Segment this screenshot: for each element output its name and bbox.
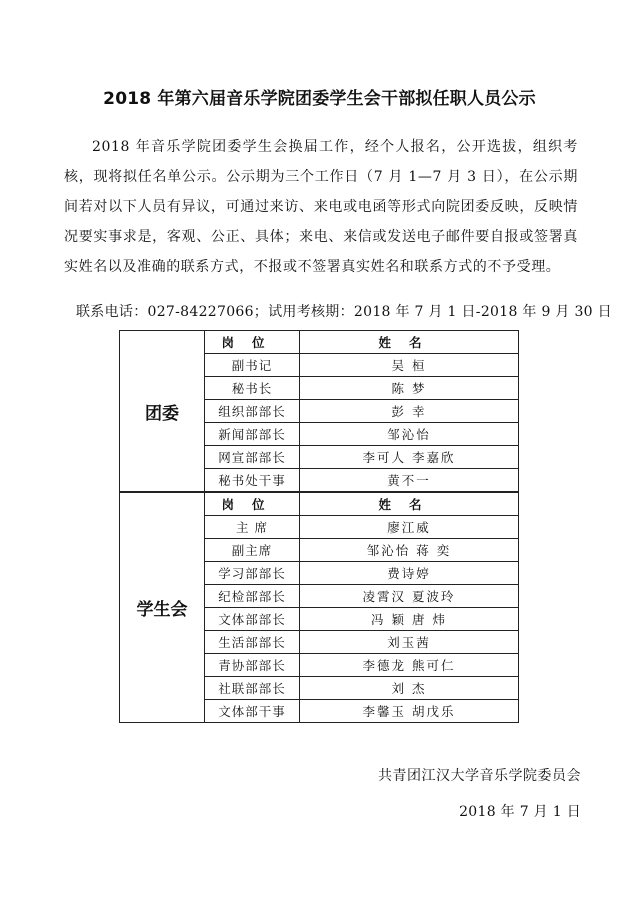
issuer-signature: 共青团江汉大学音乐学院委员会 <box>378 768 581 784</box>
column-header-name-label: 姓名 <box>378 335 440 350</box>
name-cell: 黄不一 <box>300 469 519 493</box>
post-cell: 新闻部部长 <box>205 423 300 446</box>
column-header-name <box>300 331 519 354</box>
appointment-table-body <box>120 331 519 723</box>
column-header-post-label: 岗位 <box>221 335 283 350</box>
post-cell: 秘书长 <box>205 377 300 400</box>
table-header-row <box>120 492 519 516</box>
document-title: 2018 年第六届音乐学院团委学生会干部拟任职人员公示 <box>103 89 536 109</box>
name-cell: 李可人 李嘉欣 <box>300 446 519 469</box>
post-cell: 秘书处干事 <box>205 469 300 493</box>
post-cell: 学习部部长 <box>205 562 300 585</box>
post-cell: 文体部部长 <box>205 608 300 631</box>
post-cell: 主 席 <box>205 516 300 539</box>
post-cell: 副书记 <box>205 354 300 377</box>
column-header-post <box>205 492 300 516</box>
table-header-row <box>120 331 519 354</box>
name-cell: 凌霄汉 夏波玲 <box>300 585 519 608</box>
name-cell: 吴 桓 <box>300 354 519 377</box>
column-header-name-label: 姓名 <box>378 497 440 512</box>
column-header-post-label: 岗位 <box>221 497 283 512</box>
post-cell: 网宣部部长 <box>205 446 300 469</box>
name-cell: 廖江威 <box>300 516 519 539</box>
name-cell: 彭 幸 <box>300 400 519 423</box>
post-cell: 生活部部长 <box>205 631 300 654</box>
post-cell: 文体部干事 <box>205 700 300 723</box>
announcement-body: 2018 年音乐学院团委学生会换届工作，经个人报名，公开选拔，组织考核，现将拟任名单公示。公示期为三个工作日（7 月 1—7 月 3 日），在公示期间若对以下人员有异议，可通过来访、来电或电函等形式向院团委反映，反映情况要实事求是，客观、公正、具体；来电、来信或发送电子邮件要自报或签署真实姓名以及准确的联系方式，不报或不签署真实姓名和联系方式的不予受理。 <box>64 139 578 275</box>
name-cell: 邹沁怡 蒋 奕 <box>300 539 519 562</box>
post-cell: 纪检部部长 <box>205 585 300 608</box>
name-cell: 邹沁怡 <box>300 423 519 446</box>
name-cell: 李馨玉 胡戊乐 <box>300 700 519 723</box>
group-label: 学生会 <box>120 492 205 723</box>
name-cell: 李德龙 熊可仁 <box>300 654 519 677</box>
name-cell: 冯 颖 唐 炜 <box>300 608 519 631</box>
appointment-table <box>119 330 519 723</box>
post-cell: 组织部部长 <box>205 400 300 423</box>
post-cell: 社联部部长 <box>205 677 300 700</box>
issue-date: 2018 年 7 月 1 日 <box>459 804 581 820</box>
column-header-name <box>300 492 519 516</box>
group-label: 团委 <box>120 331 205 493</box>
column-header-post <box>205 331 300 354</box>
name-cell: 陈 梦 <box>300 377 519 400</box>
name-cell: 费诗婷 <box>300 562 519 585</box>
post-cell: 青协部部长 <box>205 654 300 677</box>
post-cell: 副主席 <box>205 539 300 562</box>
contact-line: 联系电话：027-84227066；试用考核期：2018 年 7 月 1 日-2018 年 9 月 30 日 <box>76 304 612 320</box>
name-cell: 刘 杰 <box>300 677 519 700</box>
name-cell: 刘玉茜 <box>300 631 519 654</box>
